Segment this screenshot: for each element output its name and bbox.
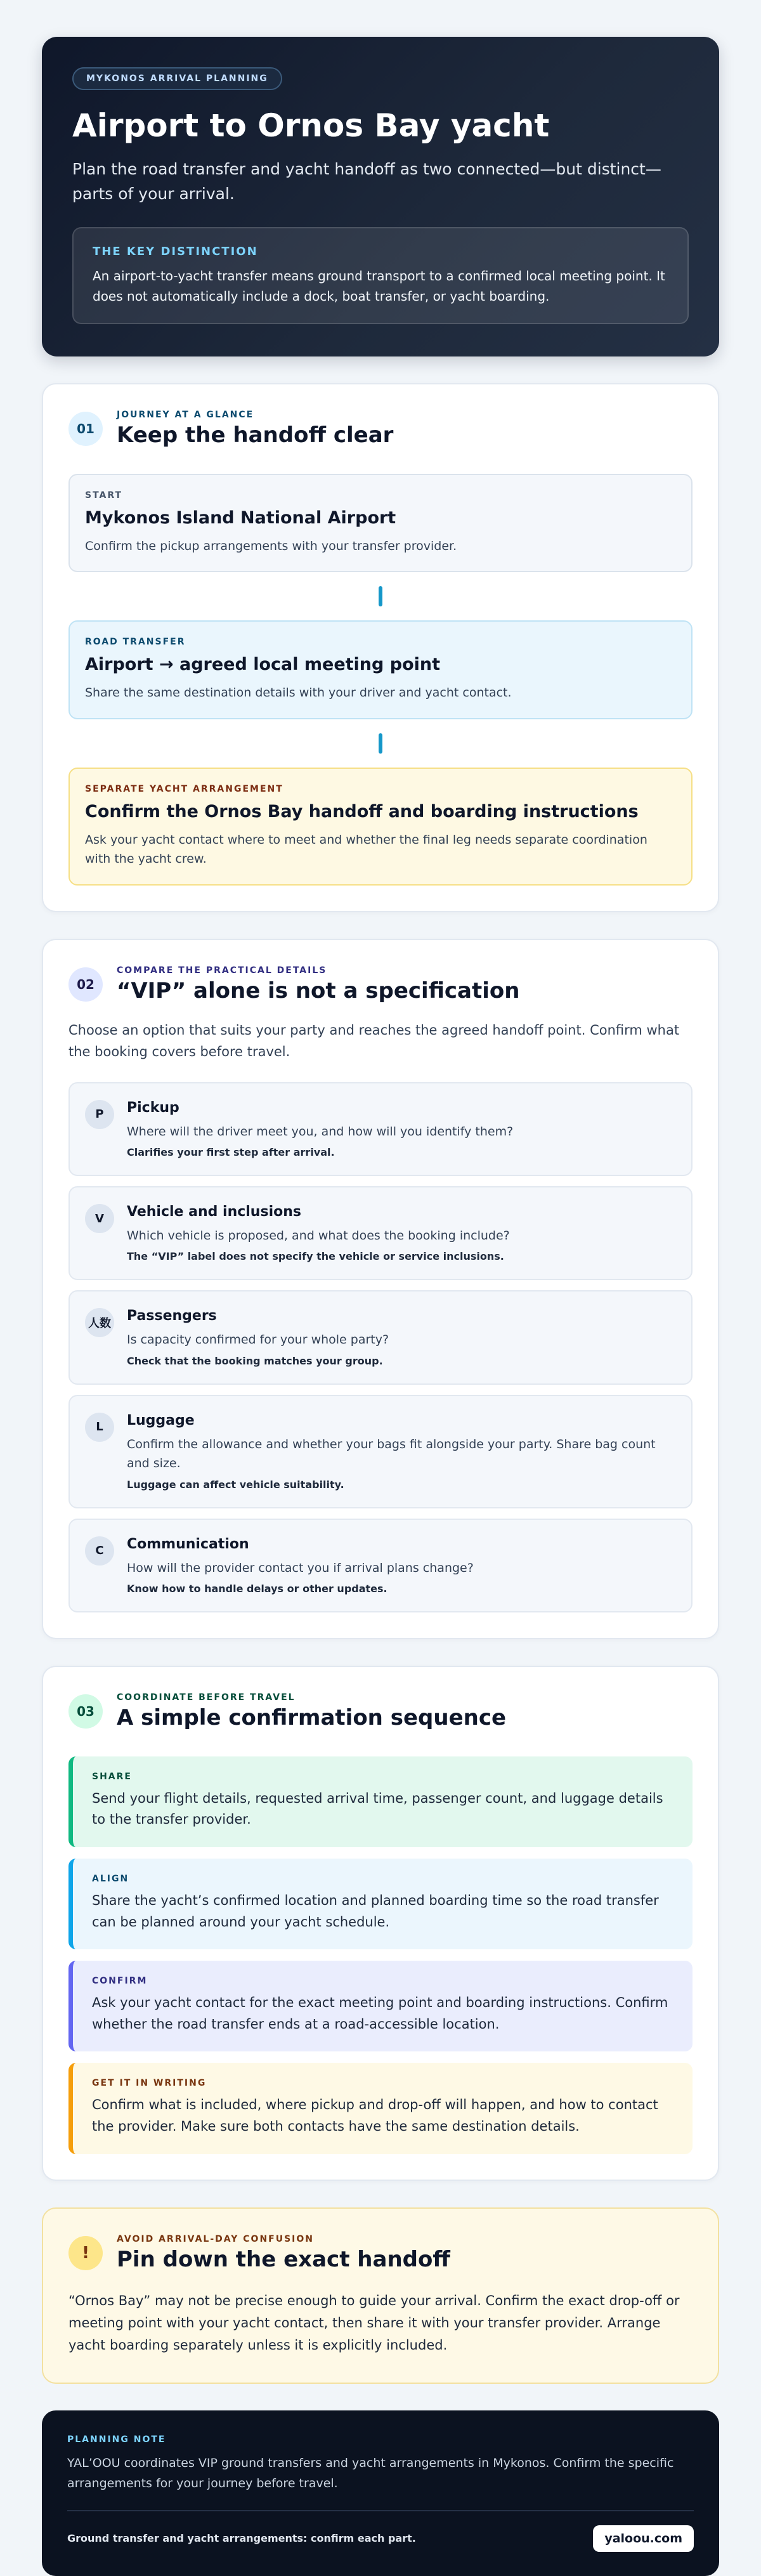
sequence-step-confirm bbox=[68, 1961, 693, 2051]
sequence-label: GET IT IN WRITING bbox=[92, 2078, 207, 2089]
item-title: Luggage bbox=[127, 1412, 195, 1429]
step-title: Airport → agreed local meeting point bbox=[85, 655, 441, 675]
section-title: Keep the handoff clear bbox=[117, 422, 394, 448]
journey-step-road-transfer bbox=[68, 620, 693, 719]
item-question: Is capacity confirmed for your whole party? bbox=[127, 1333, 389, 1347]
footer-tagline: Ground transfer and yacht arrangements: confirm each part. bbox=[67, 2532, 416, 2545]
sequence-section bbox=[42, 1666, 719, 2181]
item-title: Passengers bbox=[127, 1308, 217, 1324]
step-title: Confirm the Ornos Bay handoff and boarding instructions bbox=[85, 801, 639, 821]
item-question: Which vehicle is proposed, and what does the booking include? bbox=[127, 1229, 510, 1243]
item-letter-icon: C bbox=[85, 1536, 114, 1566]
category-pill: MYKONOS ARRIVAL PLANNING bbox=[72, 67, 282, 90]
compare-item-pickup bbox=[68, 1082, 693, 1176]
compare-header bbox=[68, 965, 693, 1004]
item-title: Communication bbox=[127, 1536, 249, 1552]
step-text: Ask your yacht contact where to meet and whether the final leg needs separate coordination with the yacht crew. bbox=[85, 832, 647, 866]
warning-text: “Ornos Bay” may not be precise enough to guide your arrival. Confirm the exact drop-off or meeting point with your yacht contact, then share it with your transfer provider. Arrange yacht boarding separately unless it is explicitly included. bbox=[68, 2293, 680, 2353]
journey-steps bbox=[68, 474, 693, 886]
step-text: Share the same destination details with your driver and yacht contact. bbox=[85, 686, 512, 700]
key-distinction-box bbox=[72, 227, 689, 324]
item-question: Where will the driver meet you, and how will you identify them? bbox=[127, 1124, 514, 1139]
footer-divider bbox=[67, 2510, 694, 2511]
section-title: A simple confirmation sequence bbox=[117, 1704, 507, 1730]
journey-step-yacht bbox=[68, 768, 693, 886]
step-text: Confirm the pickup arrangements with your transfer provider. bbox=[85, 539, 457, 553]
item-letter-icon: L bbox=[85, 1413, 114, 1442]
step-label: ROAD TRANSFER bbox=[85, 637, 186, 648]
step-title: Mykonos Island National Airport bbox=[85, 507, 396, 528]
compare-item-communication bbox=[68, 1519, 693, 1612]
section-eyebrow: COMPARE THE PRACTICAL DETAILS bbox=[117, 965, 327, 976]
handoff-warning bbox=[42, 2207, 719, 2384]
journey-step-start bbox=[68, 474, 693, 572]
section-title: “VIP” alone is not a specification bbox=[117, 977, 520, 1004]
key-distinction-title: THE KEY DISTINCTION bbox=[93, 244, 258, 258]
page-subtitle: Plan the road transfer and yacht handoff as two connected—but distinct—parts of your arrival. bbox=[72, 160, 661, 203]
planning-note-footer bbox=[42, 2410, 719, 2576]
sequence-text: Ask your yacht contact for the exact meeting point and boarding instructions. Confirm whether the road transfer ends at a road-accessible location. bbox=[92, 1995, 668, 2032]
sequence-step-share bbox=[68, 1756, 693, 1847]
item-title: Pickup bbox=[127, 1099, 179, 1116]
footer-text: YAL’OOU coordinates VIP ground transfers and yacht arrangements in Mykonos. Confirm the specific arrangements for your journey before travel. bbox=[67, 2456, 674, 2490]
item-note: The “VIP” label does not specify the vehicle or service inclusions. bbox=[127, 1250, 504, 1263]
step-connector bbox=[379, 733, 382, 754]
item-note: Luggage can affect vehicle suitability. bbox=[127, 1478, 344, 1491]
step-label: SEPARATE YACHT ARRANGEMENT bbox=[85, 783, 283, 794]
item-note: Check that the booking matches your group. bbox=[127, 1354, 383, 1367]
sequence-step-align bbox=[68, 1859, 693, 1949]
key-distinction-text: An airport-to-yacht transfer means ground transport to a confirmed local meeting point. It does not automatically include a dock, boat transfer, or yacht boarding. bbox=[93, 268, 665, 304]
sequence-label: ALIGN bbox=[92, 1873, 129, 1884]
sequence-step-get-in-writing bbox=[68, 2063, 693, 2154]
section-number-badge: 02 bbox=[68, 967, 103, 1002]
sequence-label: SHARE bbox=[92, 1771, 132, 1782]
sequence-text: Share the yacht’s confirmed location and planned boarding time so the road transfer can be planned around your yacht schedule. bbox=[92, 1892, 659, 1930]
sequence-text: Send your flight details, requested arrival time, passenger count, and luggage details to the transfer provider. bbox=[92, 1790, 663, 1827]
step-connector bbox=[379, 586, 382, 606]
item-note: Clarifies your first step after arrival. bbox=[127, 1146, 335, 1159]
warning-icon: ! bbox=[68, 2236, 103, 2270]
item-letter-icon: V bbox=[85, 1204, 114, 1233]
brand-link[interactable]: yaloou.com bbox=[593, 2525, 694, 2552]
warning-eyebrow: AVOID ARRIVAL-DAY CONFUSION bbox=[117, 2233, 314, 2244]
item-note: Know how to handle delays or other updates. bbox=[127, 1582, 387, 1595]
item-letter-icon: P bbox=[85, 1100, 114, 1129]
page-title: Airport to Ornos Bay yacht bbox=[72, 107, 550, 144]
compare-section bbox=[42, 939, 719, 1639]
section-eyebrow: COORDINATE BEFORE TRAVEL bbox=[117, 1692, 296, 1703]
warning-header bbox=[68, 2234, 693, 2273]
compare-item-luggage bbox=[68, 1395, 693, 1508]
compare-list bbox=[68, 1082, 693, 1612]
sequence-label: CONFIRM bbox=[92, 1976, 148, 1987]
compare-item-passengers bbox=[68, 1290, 693, 1384]
footer-bottom-row bbox=[67, 2525, 694, 2552]
section-eyebrow: JOURNEY AT A GLANCE bbox=[117, 410, 254, 420]
item-question: How will the provider contact you if arrival plans change? bbox=[127, 1560, 474, 1575]
footer-label: PLANNING NOTE bbox=[67, 2435, 166, 2445]
warning-title: Pin down the exact handoff bbox=[117, 2246, 450, 2272]
sequence-header bbox=[68, 1692, 693, 1731]
page bbox=[42, 37, 719, 2576]
item-question: Confirm the allowance and whether your bags fit alongside your party. Share bag count and size. bbox=[127, 1437, 656, 1471]
section-number-badge: 01 bbox=[68, 412, 103, 446]
sequence-text: Confirm what is included, where pickup and drop-off will happen, and how to contact the provider. Make sure both contacts have the same destination details. bbox=[92, 2097, 658, 2134]
compare-item-vehicle bbox=[68, 1186, 693, 1280]
compare-intro: Choose an option that suits your party and reaches the agreed handoff point. Confirm what the booking covers before travel. bbox=[68, 1023, 680, 1060]
journey-header bbox=[68, 410, 693, 448]
section-number-badge: 03 bbox=[68, 1694, 103, 1729]
item-title: Vehicle and inclusions bbox=[127, 1204, 301, 1220]
step-label: START bbox=[85, 490, 123, 500]
hero-banner bbox=[42, 37, 719, 356]
sequence-list bbox=[68, 1756, 693, 2154]
journey-section bbox=[42, 383, 719, 912]
item-letter-icon: 人数 bbox=[85, 1308, 114, 1337]
